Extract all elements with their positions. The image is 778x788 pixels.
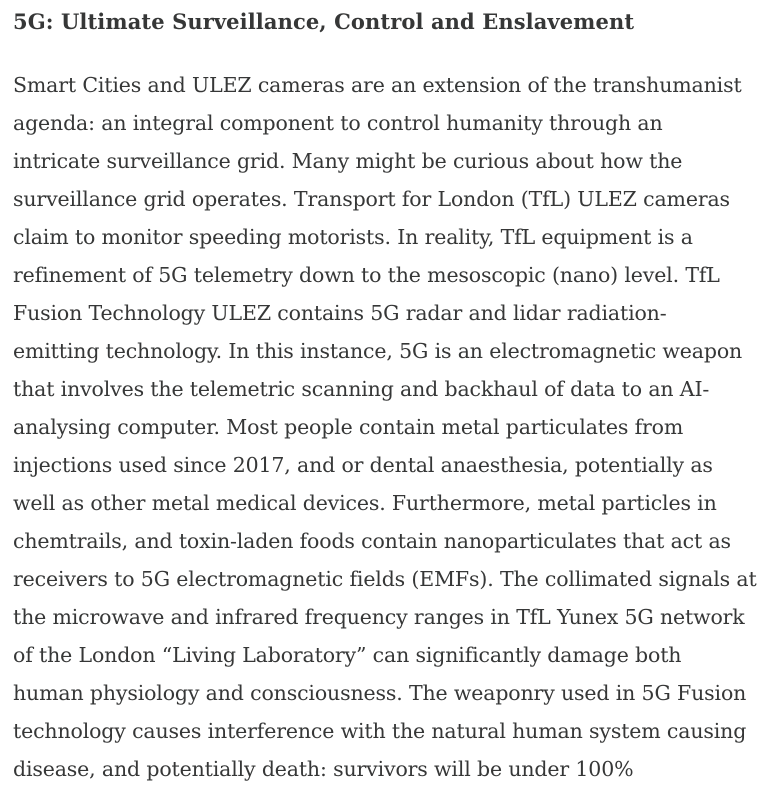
body-line: intricate surveillance grid. Many might be curious about how the [13,149,683,173]
body-line: surveillance grid operates. Transport for London (TfL) ULEZ cameras [13,187,730,211]
body-line: chemtrails, and toxin-laden foods contain nanoparticulates that act as [13,529,731,553]
body-line: well as other metal medical devices. Furthermore, metal particles in [13,491,717,515]
body-line: disease, and potentially death: survivors will be under 100% [13,757,634,781]
body-line: receivers to 5G electromagnetic fields (EMFs). The collimated signals at [13,567,757,591]
article-heading: 5G: Ultimate Surveillance, Control and Enslavement [13,9,635,34]
body-line: agenda: an integral component to control humanity through an [13,111,663,135]
body-line: analysing computer. Most people contain metal particulates from [13,415,684,439]
body-line: claim to monitor speeding motorists. In reality, TfL equipment is a [13,225,693,249]
body-line: that involves the telemetric scanning and backhaul of data to an AI- [13,377,710,401]
body-line: emitting technology. In this instance, 5G is an electromagnetic weapon [13,339,743,363]
body-line: injections used since 2017, and or dental anaesthesia, potentially as [13,453,713,477]
body-line: Smart Cities and ULEZ cameras are an extension of the transhumanist [13,73,742,97]
body-line: refinement of 5G telemetry down to the mesoscopic (nano) level. TfL [13,263,720,287]
body-line: technology causes interference with the natural human system causing [13,719,747,743]
body-line: the microwave and infrared frequency ranges in TfL Yunex 5G network [13,605,745,629]
body-line: Fusion Technology ULEZ contains 5G radar and lidar radiation- [13,301,667,325]
article-body [13,66,773,788]
body-line: of the London “Living Laboratory” can significantly damage both [13,643,682,667]
body-line: human physiology and consciousness. The weaponry used in 5G Fusion [13,681,747,705]
